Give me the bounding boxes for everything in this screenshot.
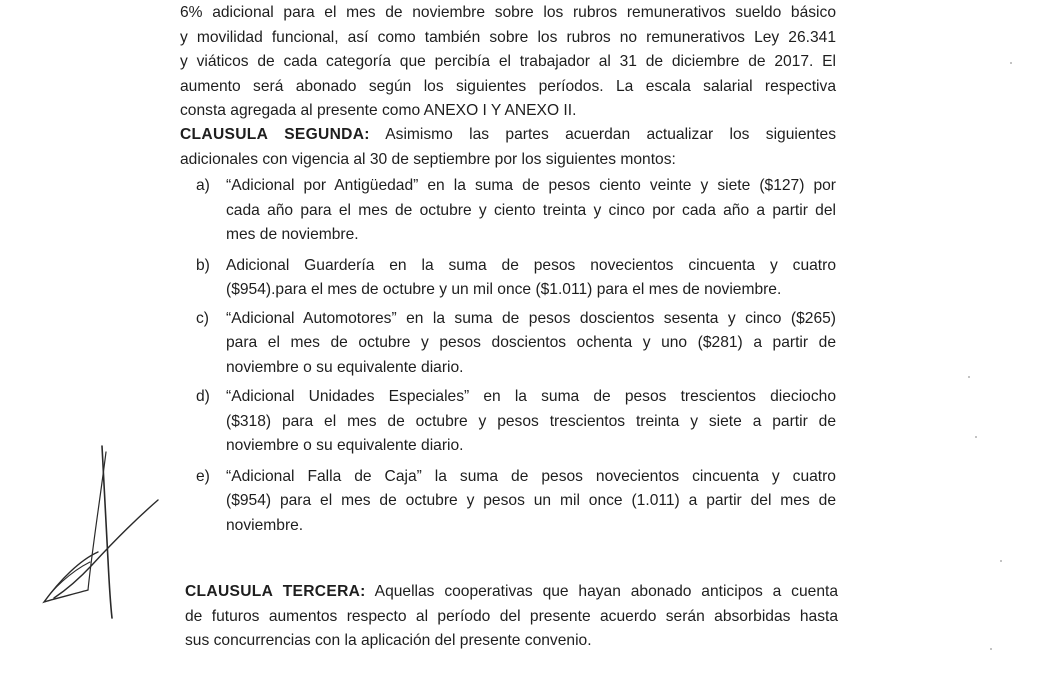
clausula-segunda-heading: CLAUSULA SEGUNDA: [180, 126, 370, 143]
clausula-tercera-line [185, 580, 838, 605]
list-item [196, 307, 836, 381]
item-line: ($318) para el mes de octubre y pesos trescientos treinta y siete a partir de [226, 412, 836, 430]
item-line: Adicional Guardería en la suma de pesos novecientos cincuenta y cuatro [226, 256, 836, 274]
clausula-segunda-text: Asimismo las partes acuerdan actualizar los siguientes [369, 126, 836, 143]
item-line: para el mes de octubre y pesos doscientos ochenta y uno ($281) a partir de [226, 334, 836, 351]
item-line: “Adicional Unidades Especiales” en la suma de pesos trescientos dieciocho [226, 388, 836, 405]
intro-line: 6% adicional para el mes de noviembre sobre los rubros remunerativos sueldo básico [180, 4, 836, 21]
scan-speck [968, 376, 970, 378]
scan-speck [975, 436, 977, 438]
intro-line: y movilidad funcional, así como también sobre los rubros no remunerativos Ley 26.341 [180, 28, 836, 46]
list-item [196, 465, 836, 539]
clausula-tercera-line: sus concurrencias con la aplicación del presente convenio. [185, 632, 592, 649]
scan-speck [1000, 560, 1002, 562]
clausula-segunda-line [180, 123, 836, 148]
item-marker: e) [196, 467, 210, 485]
intro-paragraph [180, 1, 836, 124]
item-line: noviembre o su equivalente diario. [226, 437, 464, 454]
list-item [196, 174, 836, 248]
item-marker: a) [196, 177, 210, 194]
handwritten-signature [30, 440, 180, 630]
clausula-tercera-text: Aquellas cooperativas que hayan abonado anticipos a cuenta [365, 583, 838, 600]
item-line: “Adicional por Antigüedad” en la suma de pesos ciento veinte y siete ($127) por [226, 177, 836, 194]
item-line: noviembre o su equivalente diario. [226, 358, 464, 376]
item-line: ($954).para el mes de octubre y un mil once ($1.011) para el mes de noviembre. [226, 281, 782, 298]
item-line: “Adicional Falla de Caja” la suma de pesos novecientos cincuenta y cuatro [226, 467, 836, 485]
clausula-tercera-heading: CLAUSULA TERCERA: [185, 583, 366, 600]
scan-speck [990, 648, 992, 650]
scan-speck [1010, 62, 1012, 64]
list-item [196, 254, 836, 303]
adicionales-list [196, 174, 836, 538]
item-line: cada año para el mes de octubre y ciento treinta y cinco por cada año a partir del [226, 201, 836, 219]
clausula-segunda [180, 123, 836, 172]
intro-line: y viáticos de cada categoría que percibía el trabajador al 31 de diciembre de 2017. El [180, 53, 836, 70]
clausula-segunda-line: adicionales con vigencia al 30 de septiembre por los siguientes montos: [180, 150, 676, 168]
item-line: noviembre. [226, 516, 304, 534]
intro-line: consta agregada al presente como ANEXO I Y ANEXO II. [180, 102, 577, 119]
item-line: “Adicional Automotores” en la suma de pesos doscientos sesenta y cinco ($265) [226, 309, 836, 327]
item-line: mes de noviembre. [226, 226, 359, 243]
item-line: ($954) para el mes de octubre y pesos un mil once (1.011) a partir del mes de [226, 492, 836, 509]
item-marker: d) [196, 388, 210, 405]
intro-line: aumento será abonado según los siguientes períodos. La escala salarial respectiva [180, 77, 836, 95]
clausula-tercera-line: de futuros aumentos respecto al período del presente acuerdo serán absorbidas hasta [185, 607, 838, 625]
item-marker: c) [196, 309, 209, 327]
list-item [196, 385, 836, 459]
item-marker: b) [196, 256, 210, 274]
clausula-tercera [185, 580, 838, 654]
